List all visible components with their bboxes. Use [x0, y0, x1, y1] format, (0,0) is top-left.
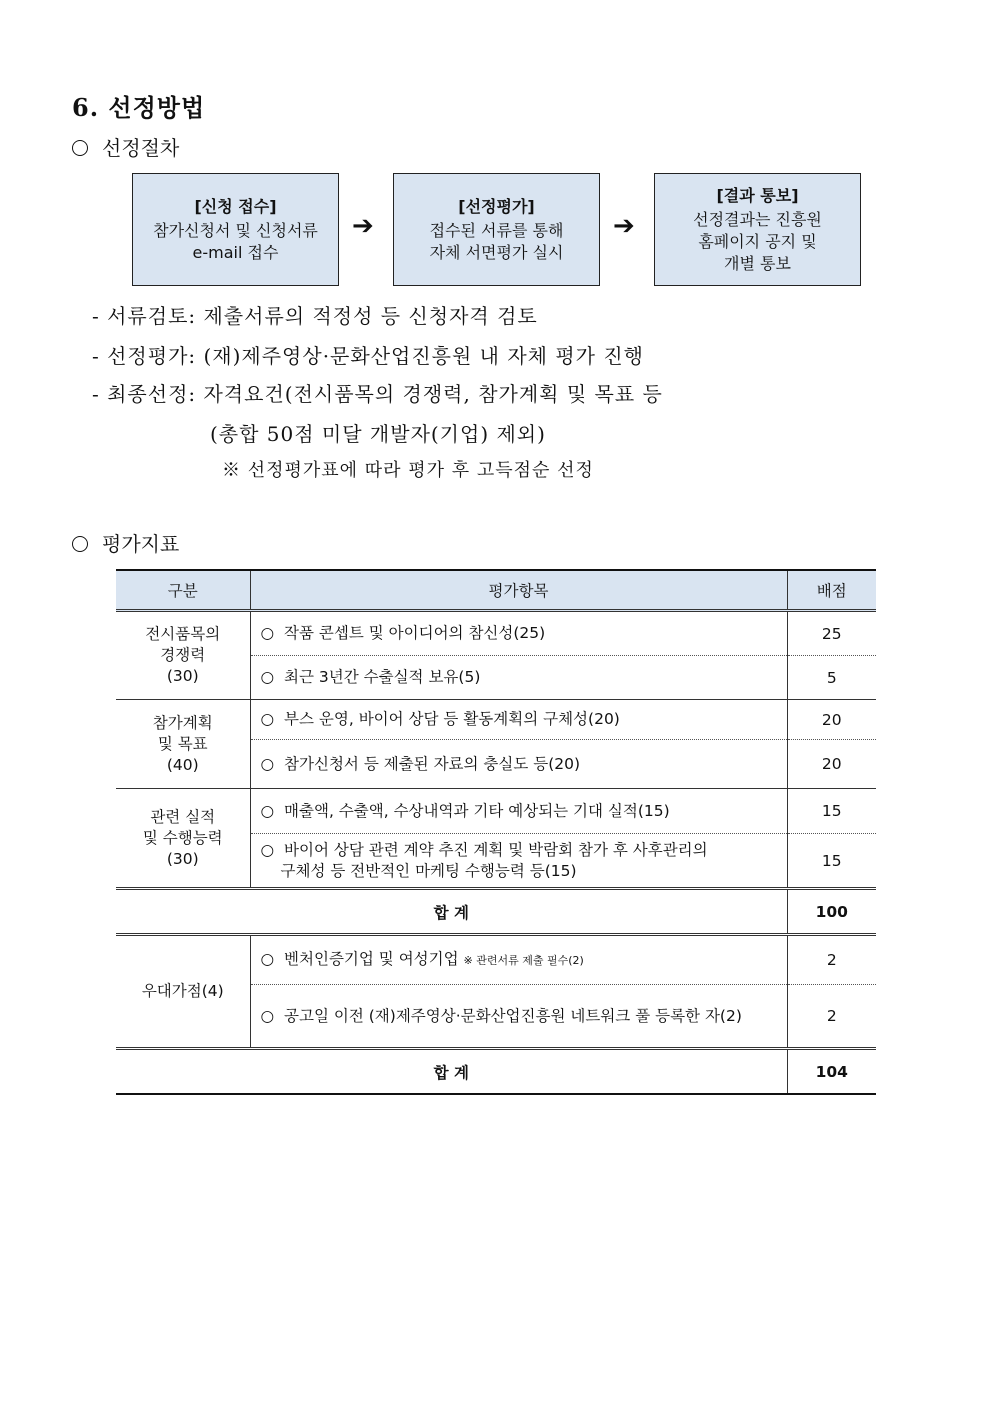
step-line: 참가신청서 및 신청서류 [153, 220, 318, 240]
score-cell: 20 [787, 700, 876, 740]
bullet-mark: ○ [260, 801, 275, 820]
subtotal-label: 합 계 [116, 889, 787, 935]
circle-bullet-icon [72, 140, 88, 156]
category-cell [116, 789, 250, 889]
right-arrow-icon: ➔ [352, 211, 374, 241]
bullet-mark: ○ [260, 840, 275, 859]
step-line: 선정결과는 진흥원 [693, 209, 822, 229]
item-text-cont: 구체성 등 전반적인 마케팅 수행능력 등(15) [280, 861, 577, 880]
category-line: (30) [166, 849, 199, 868]
bullet-mark: ○ [260, 754, 275, 773]
score-cell: 5 [787, 656, 876, 700]
bullet-mark: ○ [260, 624, 275, 642]
score-cell: 15 [787, 789, 876, 834]
procedure-flow [132, 173, 862, 286]
item-cell [250, 985, 787, 1049]
category-line: (40) [166, 755, 199, 774]
total-label: 합 계 [116, 1049, 787, 1095]
category-line: 및 목표 [157, 734, 208, 753]
item-text: 벤처인증기업 및 여성기업 [284, 950, 459, 968]
procedure-heading-text: 선정절차 [102, 136, 180, 160]
step-application [132, 173, 339, 286]
bullet-mark: ○ [260, 668, 275, 686]
subtotal-score: 100 [787, 889, 876, 935]
item-text: 바이어 상담 관련 계약 추진 계획 및 박람회 참가 후 사후관리의 [284, 840, 708, 859]
table-header-row [116, 570, 876, 611]
bullet-mark: ○ [260, 710, 275, 728]
evaluation-table [116, 569, 876, 1095]
category-line: 참가계획 [152, 713, 213, 732]
bullet-mark: ○ [260, 1006, 275, 1025]
item-text: 참가신청서 등 제출된 자료의 충실도 등(20) [284, 754, 581, 773]
category-line: 전시품목의 [145, 625, 221, 643]
item-cell [250, 656, 787, 700]
bonus-category: 우대가점(4) [116, 935, 250, 1049]
subtotal-row [116, 889, 876, 935]
step-title: [결과 통보] [716, 185, 799, 205]
item-cell [250, 789, 787, 834]
total-row [116, 1049, 876, 1095]
step-line: 개별 통보 [724, 253, 791, 273]
step-line: e-mail 접수 [192, 242, 279, 262]
item-cell [250, 611, 787, 656]
item-text: 작품 콘셉트 및 아이디어의 참신성(25) [284, 624, 546, 642]
evaluation-heading [72, 528, 179, 557]
right-arrow-icon: ➔ [613, 211, 635, 241]
item-note: ※ 관련서류 제출 필수(2) [463, 954, 584, 967]
header-item: 평가항목 [250, 570, 787, 611]
step-line: 접수된 서류를 통해 [429, 220, 564, 240]
step-title: [신청 접수] [194, 196, 277, 216]
score-cell: 2 [787, 985, 876, 1049]
bullet-final-selection: - 최종선정: 자격요건(전시품목의 경쟁력, 참가계획 및 목표 등 [92, 382, 663, 406]
note-ranking: ※ 선정평가표에 따라 평가 후 고득점순 선정 [222, 460, 594, 481]
item-cell [250, 935, 787, 985]
table-row [116, 700, 876, 740]
total-score: 104 [787, 1049, 876, 1095]
step-line: 자체 서면평가 실시 [429, 242, 564, 262]
score-cell: 20 [787, 740, 876, 789]
category-cell [116, 611, 250, 700]
category-line: 및 수행능력 [142, 828, 223, 847]
item-text: 최근 3년간 수출실적 보유(5) [284, 668, 481, 686]
item-cell [250, 834, 787, 889]
category-line: (30) [166, 667, 199, 685]
bullet-final-selection-cont: (총합 50점 미달 개발자(기업) 제외) [210, 422, 546, 446]
score-cell: 2 [826, 951, 837, 969]
step-title: [선정평가] [458, 196, 535, 216]
item-text: 공고일 이전 (재)제주영상·문화산업진흥원 네트워크 풀 등록한 자(2) [284, 1006, 742, 1025]
bullet-selection-eval: - 선정평가: (재)제주영상·문화산업진흥원 내 자체 평가 진행 [92, 344, 644, 368]
step-notification [654, 173, 861, 286]
score-cell: 25 [787, 611, 876, 656]
procedure-heading [72, 132, 179, 161]
item-text: 매출액, 수출액, 수상내역과 기타 예상되는 기대 실적(15) [284, 801, 670, 820]
bullet-document-review: - 서류검토: 제출서류의 적정성 등 신청자격 검토 [92, 304, 538, 328]
evaluation-heading-text: 평가지표 [102, 532, 180, 556]
category-cell [116, 700, 250, 789]
header-category: 구분 [116, 570, 250, 611]
bullet-mark: ○ [260, 950, 275, 968]
item-text: 부스 운영, 바이어 상담 등 활동계획의 구체성(20) [284, 710, 620, 728]
score-cell: 15 [787, 834, 876, 889]
circle-bullet-icon [72, 536, 88, 552]
section-title: 6. 선정방법 [72, 93, 206, 122]
table-row [116, 935, 876, 985]
header-score: 배점 [787, 570, 876, 611]
table-row [116, 789, 876, 834]
category-line: 관련 실적 [150, 807, 216, 826]
category-line: 경쟁력 [160, 646, 206, 664]
step-line: 홈페이지 공지 및 [698, 231, 817, 251]
table-row [116, 611, 876, 656]
item-cell [250, 700, 787, 740]
step-evaluation [393, 173, 600, 286]
item-cell [250, 740, 787, 789]
